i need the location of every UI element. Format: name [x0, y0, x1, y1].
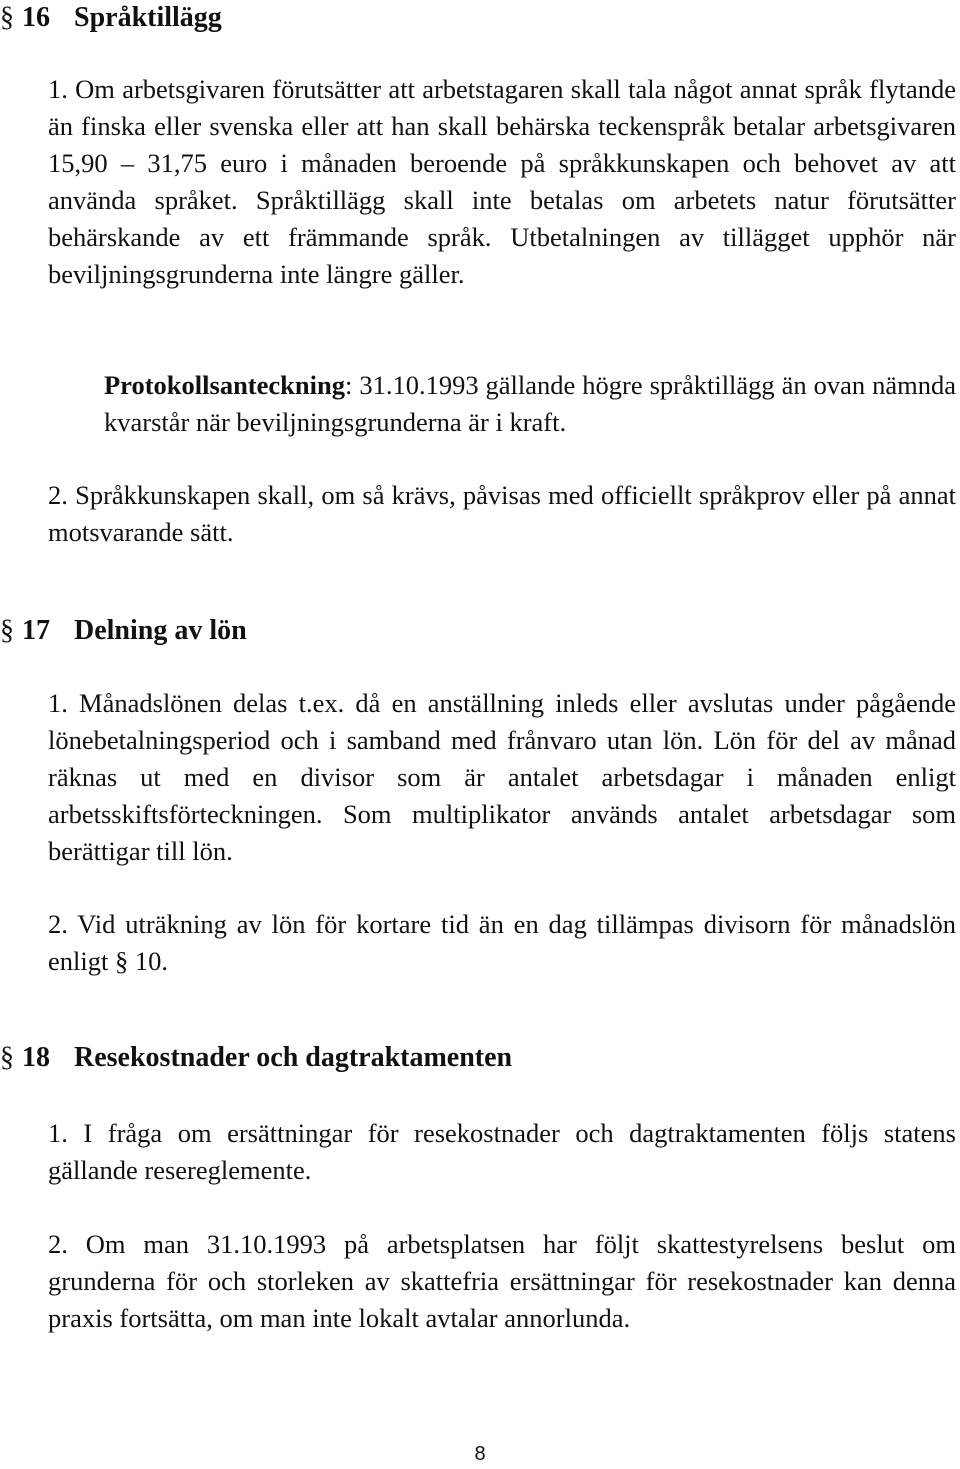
protocol-note: [104, 367, 956, 441]
protocol-note-label: Protokollsanteckning: [104, 370, 345, 400]
paragraph: 1. Månadslönen delas t.ex. då en anställning inleds eller avslutas under pågående lönebetalningsperiod och i samband med frånvaro utan lön. Lön för del av månad räknas ut med en divisor som är antalet arbetsdagar i månaden enligt arbetsskiftsförteckningen. Som multiplikator används antalet arbetsdagar som berättigar till lön.: [48, 688, 956, 866]
section-symbol: §: [0, 615, 14, 646]
paragraph: 1. Om arbetsgivaren förutsätter att arbetstagaren skall tala något annat språk flytande än finska eller svenska eller att han skall behärska teckenspråk betalar arbetsgivaren 15,90 – 31,75 euro i månaden beroende på språkkunskapen och behovet av att använda språket. Språktillägg skall inte betalas om arbetets natur förutsätter behärskande av ett främmande språk. Utbetalningen av tillägget upphör när beviljningsgrunderna inte längre gäller.: [48, 74, 956, 289]
paragraph: 2. Om man 31.10.1993 på arbetsplatsen har följt skattestyrelsens beslut om grunderna för och storleken av skattefria ersättningar för resekostnader kan denna praxis fortsätta, om man inte lokalt avtalar annorlunda.: [48, 1229, 956, 1333]
page-number: 8: [474, 1443, 486, 1465]
paragraph: 2. Språkkunskapen skall, om så krävs, påvisas med officiellt språkprov eller på annat motsvarande sätt.: [48, 480, 956, 547]
section-title: Delning av lön: [74, 615, 247, 646]
section-number: 18: [22, 1042, 50, 1073]
section-title: Resekostnader och dagtraktamenten: [74, 1042, 513, 1073]
section-18-heading: [0, 1040, 512, 1076]
section-symbol: §: [0, 2, 14, 33]
section-16-heading: [0, 0, 222, 36]
paragraph: 1. I fråga om ersättningar för resekostnader och dagtraktamenten följs statens gällande resereglemente.: [48, 1118, 956, 1185]
paragraph: 2. Vid uträkning av lön för kortare tid än en dag tillämpas divisorn för månadslön enligt § 10.: [48, 909, 956, 976]
section-17-heading: [0, 613, 247, 649]
section-number: 16: [22, 2, 50, 33]
protocol-note-text: : 31.10.1993 gällande högre språktillägg än ovan nämnda kvarstår när beviljningsgrunderna är i kraft.: [104, 370, 956, 437]
section-title: Språktillägg: [74, 2, 222, 33]
section-number: 17: [22, 615, 50, 646]
section-symbol: §: [0, 1042, 14, 1073]
